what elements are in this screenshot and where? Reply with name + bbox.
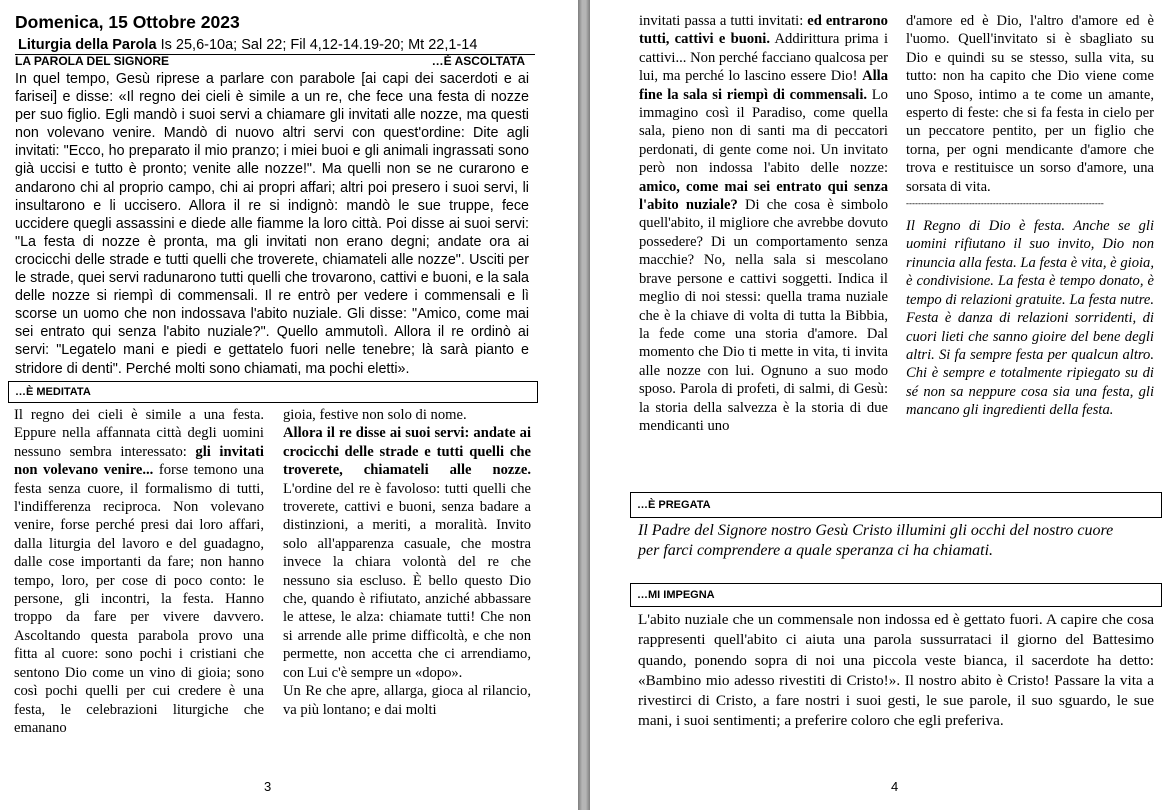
liturgia-refs: Is 25,6-10a; Sal 22; Fil 4,12-14.19-20; Mt 22,1-14 <box>160 37 478 53</box>
col4-divider: ------------------------------------------------------------------ <box>906 198 1104 209</box>
impegno-text: L'abito nuziale che un commensale non indossa ed è gettato fuori. A capire che cosa rappresenti quell'abito ci aiuta una parola sussurrataci il giorno del Battesimo quando, ponendo sopra di noi una piccola veste bianca, il sacerdote ha detto: «Bambino mio adesso rivestiti di Cristo!». Il nostro abito è Cristo! Passare la vita a rivestirci di Cristo, a fare nostri i suoi gesti, le sue parole, il suo sguardo, le sue mani, i suoi sentimenti; a preferire coloro che egli preferiva. <box>638 611 1154 730</box>
section-pregata-label: …È PREGATA <box>637 499 711 511</box>
date-title: Domenica, 15 Ottobre 2023 <box>15 12 240 32</box>
col3-bold-2: Alla fine la sala si riempì di commensali. <box>639 68 889 103</box>
section-meditata-label: …È MEDITATA <box>15 386 91 398</box>
page-number-3: 3 <box>264 779 272 794</box>
col4-text-1: d'amore ed è Dio, l'altro d'amore ed è l'uomo. Quell'invitato si è sbagliato su Dio e quindi su se stesso, sulla vita, su tutto: non ha capito che Dio viene come uno Sposo, intimo a te come un amante, esperto di feste: che si fa festa in cielo per un peccatore pentito, per un figlio che torna, per ogni mendicante d'amore che trova e restituisce un sorso d'amore, una sorsata di vita. <box>906 13 1154 195</box>
meditata-column-1 <box>14 406 264 737</box>
col3-text-4: Di che cosa è simbolo quell'abito, il migliore che avrebbe dovuto possedere? Di un comportamento senza macchie? No, nella sala si mescolano brave persone e cattivi soggetti. Indica il meglio di noi stessi: quella trama nuziale che è la chiave di volta di tutta la Bibbia, la fede come una storia d'amore. Dal momento che Dio ti mette in vita, ti invita alle nozze con lui. Ognuno a suo modo sposo. Parola di profeti, di salmi, di Gesù: la storia della salvezza è la storia di due mendicanti uno <box>639 197 888 434</box>
liturgia-label: Liturgia della Parola <box>18 37 157 53</box>
section-pregata <box>630 492 1162 518</box>
prayer-line-2: per farci comprendere a quale speranza ci ha chiamati. <box>638 542 994 559</box>
section-meditata <box>8 381 538 403</box>
ascoltata-label: …È ASCOLTATA <box>431 54 525 68</box>
col2-text-1: gioia, festive non solo di nome. <box>283 407 467 423</box>
col1-text-2: forse temono una festa senza cuore, il formalismo di tutti, l'indifferenza reciproca. Non volevano venire, forse perché presi dai loro affari, dalla liturgia del lavoro e del guadagno, dalle cose importanti da fare; non hanno tempo, loro, per cose di poco conto: le persone, gli incontri, la festa. Hanno troppo da fare per vivere davvero. Ascoltando questa parabola provo una fitta al cuore: sono pochi i cristiani che sentono Dio come un vino di gioia; sono così pochi quelli per cui credere è una festa, le celebrazioni liturgiche che emanano <box>14 462 264 736</box>
parola-label: LA PAROLA DEL SIGNORE <box>15 54 170 68</box>
col1-text-1: Il regno dei cieli è simile a una festa. Eppure nella affannata città degli uomini nessuno sembra interessato: <box>14 407 264 460</box>
page-number-4: 4 <box>891 779 899 794</box>
meditata-column-4 <box>906 12 1154 420</box>
prayer-text <box>638 521 1154 561</box>
col3-bold-3: amico, come mai sei entrato qui senza l'abito nuziale? <box>639 178 888 214</box>
prayer-line-1: Il Padre del Signore nostro Gesù Cristo illumini gli occhi del nostro cuore <box>638 522 1114 539</box>
col4-italic-reflection: Il Regno di Dio è festa. Anche se gli uomini rifiutano il suo invito, Dio non rinuncia alla festa. La festa è vita, è gioia, è condivisione. La festa è tempo donato, è tempo di relazioni gratuite. La festa nutre. Festa è danza di relazioni sorridenti, di cuori lieti che sanno gioire del bene degli altri. Si fa sempre festa per qualcun altro. Chi è sempre e totalmente ripiegato su di sé non sa neppure cosa sia una festa, gli mancano gli ingredienti della festa. <box>906 218 1154 419</box>
meditata-column-2 <box>283 406 531 719</box>
col3-bold-1: ed entrarono tutti, cattivi e buoni. <box>639 13 888 48</box>
page-gutter <box>578 0 590 810</box>
section-impegna-label: …MI IMPEGNA <box>637 589 715 601</box>
gospel-text: In quel tempo, Gesù riprese a parlare con parabole [ai capi dei sacerdoti e ai farisei] e disse: «Il regno dei cieli è simile a un re, che fece una festa di nozze per suo figlio. Egli mandò i suoi servi a chiamare gli invitati alle nozze, ma questi non volevano venire. Mandò di nuovo altri servi con quest'ordine: Dite agli invitati: "Ecco, ho preparato il mio pranzo; i miei buoi e gli animali ingrassati sono già uccisi e tutto è pronto; venite alle nozze!". Ma quelli non se ne curarono e andarono chi al proprio campo, chi ai propri affari; altri poi presero i suoi servi, li insultarono e li uccisero. Allora il re si indignò: mandò le sue truppe, fece uccidere quegli assassini e diede alle fiamme la loro città. Poi disse ai suoi servi: "La festa di nozze è pronta, ma gli invitati non erano degni; andate ora ai crocicchi delle strade e tutti quelli che troverete, chiamateli alle nozze". Usciti per le strade, quei servi radunarono tutti quelli che trovarono, cattivi e buoni, e la sala delle nozze si riempì di commensali. Il re entrò per vedere i commensali e lì scorse un uomo che non indossava l'abito nuziale. Gli disse: "Amico, come mai sei entrato qui senza l'abito nuziale?". Quello ammutolì. Allora il re ordinò ai servi: "Legatelo mani e piedi e gettatelo fuori nelle tenebre; là sarà pianto e stridore di denti". Perché molti sono chiamati, ma pochi eletti». <box>15 71 529 377</box>
col2-text-2: L'ordine del re è favoloso: tutti quelli che troverete, cattivi e buoni, senza badare a distinzioni, a meriti, a moralità. Invito solo all'apparenza casuale, che mostra invece la chiara volontà del re che nessuno sia escluso. È bello questo Dio che, quando è rifiutato, anziché abbassare le attese, le alza: chiamate tutti! Che non si arrende alle prime difficoltà, e che non permette, non accetta che ci arrendiamo, con Lui c'è sempre un «dopo». <box>283 480 531 681</box>
col3-text-1: invitati passa a tutti invitati: <box>639 13 804 29</box>
col1-bold-1: gli invitati non volevano venire... <box>14 443 264 479</box>
col2-bold-1: Allora il re disse ai suoi servi: andate ai crocicchi delle strade e tutti quelli che troverete, chiamateli alle nozze. <box>283 425 531 479</box>
page-3 <box>0 0 578 810</box>
parola-header <box>15 54 525 68</box>
col2-text-3: Un Re che apre, allarga, gioca al rilancio, va più lontano; e dai molti <box>283 683 531 718</box>
section-impegna <box>630 583 1162 607</box>
meditata-column-3 <box>639 12 888 435</box>
page-4 <box>590 0 1170 810</box>
col3-text-3: Lo immagino così il Paradiso, come quella sala, pieno non di santi ma di peccatori perdonati, di gente come noi. Un invitato però non indossa l'abito delle nozze: <box>639 86 888 177</box>
liturgia-line <box>15 37 535 55</box>
col3-text-2: Addirittura prima i cattivi... Non perché facciano qualcosa per lui, ma perché lo lascino essere Dio! <box>639 31 888 85</box>
